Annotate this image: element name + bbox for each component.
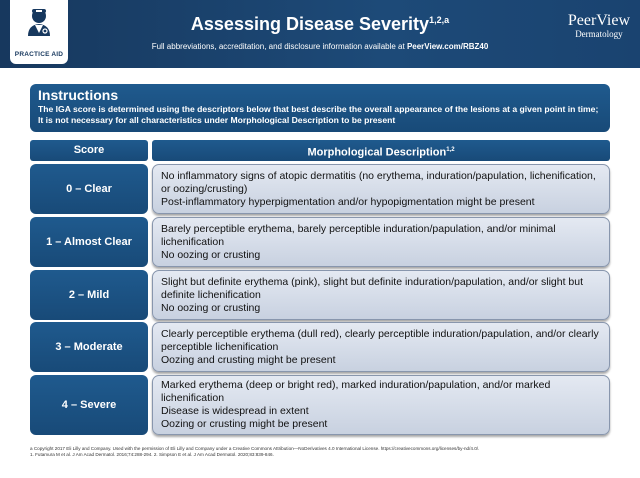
description-line: Disease is widespread in extent [161,405,309,417]
header-banner [0,0,640,68]
description-line: No oozing or crusting [161,301,261,314]
table-row [30,322,610,372]
desc-header-text: Morphological Description [307,146,447,159]
brand-logo [568,12,630,39]
instructions-box [30,84,610,132]
desc-header-sup: 1,2 [446,147,455,153]
copyright-footnote: a Copyright 2017 Eli Lilly and Company. Used with the permission of Eli Lilly and Company under a Creative Commons Attribution—NoDerivatives 4.0 International License. https://creativecommons.org/licenses/by-nd/4.0/. [30,446,480,451]
description-line: Barely perceptible erythema, barely perceptible induration/papulation, and/or minimal lichenification [161,222,556,248]
description-line: Post-inflammatory hyperpigmentation and/or hypopigmentation might be present [161,195,535,208]
score-cell: 4 – Severe [30,375,148,435]
score-column-header [30,140,148,161]
description-line: Marked erythema (deep or bright red), marked induration/papulation, and/or marked lichenification [161,379,551,404]
description-line: No oozing or crusting [161,248,261,261]
footnotes [30,446,610,458]
description-line: Clearly perceptible erythema (dull red), clearly perceptible induration/papulation, and/or clearly perceptible lichenification [161,327,599,353]
description-line: Slight but definite erythema (pink), slight but definite induration/papulation, and/or slight but definite lichenification [161,275,584,301]
page-title-sup: 1,2,a [429,15,450,25]
description-cell [152,322,610,372]
references-footnote: 1. Futamura M et al. J Am Acad Dermatol. 2016;74:288-294. 2. Simpson E et al. J Am Acad Dermatol. 2020;83:839-846. [30,452,274,457]
score-cell: 0 – Clear [30,164,148,214]
description-cell [152,164,610,214]
score-cell: 2 – Mild [30,270,148,320]
table-row [30,375,610,435]
table-row [30,164,610,214]
description-line: No inflammatory signs of atopic dermatitis (no erythema, induration/papulation, lichenification, or oozing/crusting) [161,169,596,195]
description-cell [152,217,610,267]
subtitle [0,42,640,51]
instructions-text: The IGA score is determined using the descriptors below that best describe the overall appearance of the lesions at a given point in time; It is not necessary for all characteristics under Morphological Description to be present [38,104,599,125]
subtitle-link[interactable]: PeerView.com/RBZ40 [406,42,489,51]
page-title-text: Assessing Disease Severity [190,14,430,34]
score-cell: 1 – Almost Clear [30,217,148,267]
table-row [30,217,610,267]
table-row [30,270,610,320]
instructions-title: Instructions [38,87,119,103]
brand-name: PeerView [567,12,630,29]
description-column-header [152,140,610,161]
badge-label: PRACTICE AID [14,51,64,58]
description-cell [152,270,610,320]
brand-subtitle: Dermatology [575,29,623,39]
description-cell [152,375,610,435]
page-title [0,14,640,35]
score-header-text: Score [73,144,105,156]
description-line: Oozing or crusting might be present [161,418,328,430]
subtitle-text: Full abbreviations, accreditation, and disclosure information available at [151,42,407,51]
description-line: Oozing and crusting might be present [161,353,336,366]
score-cell: 3 – Moderate [30,322,148,372]
